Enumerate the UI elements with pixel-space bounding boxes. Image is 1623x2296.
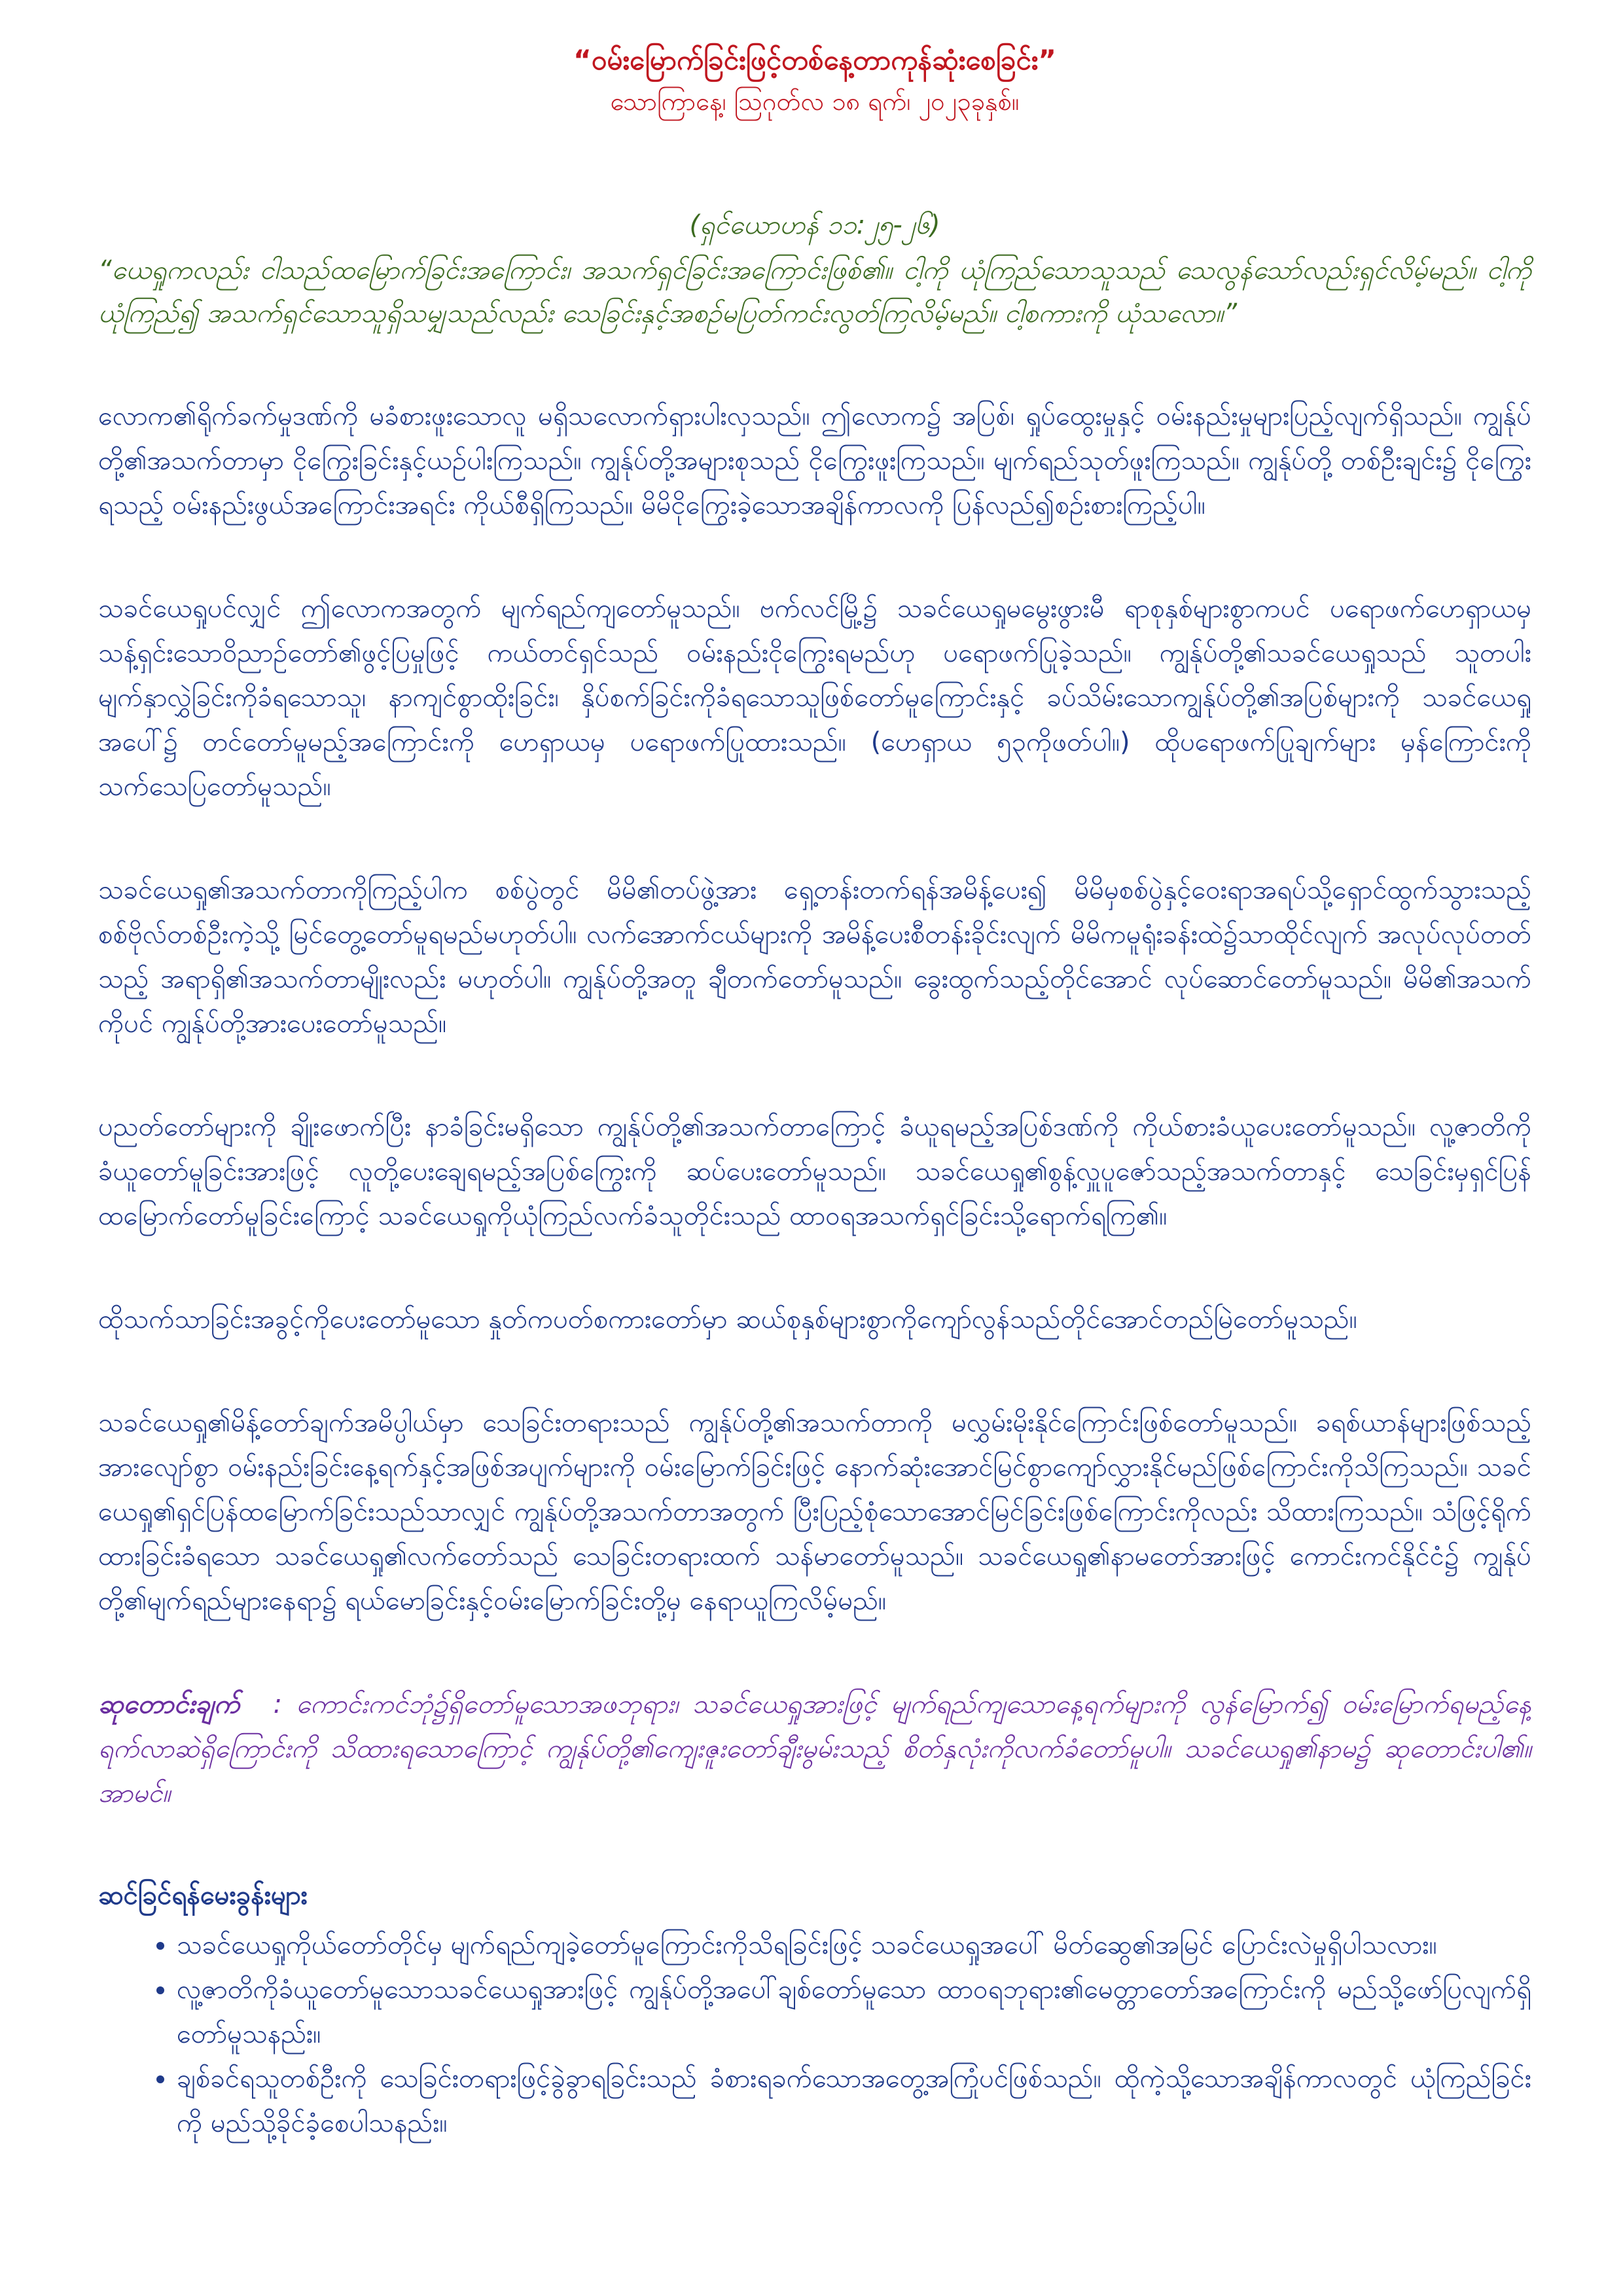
- prayer-text: ကောင်းကင်ဘုံ၌ရှိတော်မူသောအဖဘုရား၊ သခင်ယေရှုအားဖြင့် မျက်ရည်ကျသောနေ့ရက်များကို လွန်မြောက်၍ ဝမ်းမြောက်ရမည့်နေ့ရက်လာဆဲရှိကြောင်းကို သိထားရသောကြောင့် ကျွန်ုပ်တို့၏ကျေးဇူးတော်ချီးမွမ်းသည့် စိတ်နှလုံးကိုလက်ခံတော်မူပါ။ သခင်ယေရှု၏နာမ၌ ဆုတောင်းပါ၏။ အာမင်။: [98, 1689, 1531, 1808]
- body-paragraph-6: သခင်ယေရှု၏မိန့်တော်ချက်အမိပ္ပါယ်မှာ သေခြင်းတရားသည် ကျွန်ုပ်တို့၏အသက်တာကို မလွှမ်းမိုးနိုင်ကြောင်းဖြစ်တော်မူသည်။ ခရစ်ယာန်များဖြစ်သည့်အားလျော်စွာ ဝမ်းနည်းခြင်းနေ့ရက်နှင့်အဖြစ်အပျက်များကို ဝမ်းမြောက်ခြင်းဖြင့် နောက်ဆုံးအောင်မြင်စွာကျော်လွှားနိုင်မည်ဖြစ်ကြောင်းကိုသိကြသည်။ သခင်ယေရှု၏ရှင်ပြန်ထမြောက်ခြင်းသည်သာလျှင် ကျွန်ုပ်တို့အသက်တာအတွက် ပြီးပြည့်စုံသောအောင်မြင်ခြင်းဖြစ်ကြောင်းကိုလည်း သိထားကြသည်။ သံဖြင့်ရိုက်ထားခြင်းခံရသော သခင်ယေရှု၏လက်တော်သည် သေခြင်းတရားထက် သန်မာတော်မူသည်။ သခင်ယေရှု၏နာမတော်အားဖြင့် ကောင်းကင်နိုင်ငံ၌ ကျွန်ုပ်တို့၏မျက်ရည်များနေရာ၌ ရယ်မောခြင်းနှင့်ဝမ်းမြောက်ခြင်းတို့မှ နေရာယူကြလိမ့်မည်။: [98, 1408, 1531, 1616]
- page-title: “ဝမ်းမြောက်ခြင်းဖြင့်တစ်နေ့တာကုန်ဆုံးစေခြင်း”: [573, 44, 1056, 76]
- body-paragraph-5: ထိုသက်သာခြင်းအခွင့်ကိုပေးတော်မူသော နှုတ်ကပတ်စကားတော်မှာ ဆယ်စုနှစ်များစွာကိုကျော်လွန်သည်တိုင်အောင်တည်မြဲတော်မူသည်။: [98, 1304, 1357, 1335]
- discussion-question: • လူ့ဇာတိကိုခံယူတော်မူသောသခင်ယေရှုအားဖြင့် ကျွန်ုပ်တို့အပေါ်ချစ်တော်မူသော ထာဝရဘုရား၏မေတ္တာတော်အကြောင်းကို မည်သို့ဖော်ပြလျက်ရှိတော်မူသနည်း။: [177, 1967, 1531, 2056]
- body-paragraph-3: သခင်ယေရှု၏အသက်တာကိုကြည့်ပါက စစ်ပွဲတွင် မိမိ၏တပ်ဖွဲ့အား ရှေ့တန်းတက်ရန်အမိန့်ပေး၍ မိမိမှစစ်ပွဲနှင့်ဝေးရာအရပ်သို့ရှောင်ထွက်သွားသည့် စစ်ဗိုလ်တစ်ဦးကဲ့သို့ မြင်တွေ့တော်မူရမည်မဟုတ်ပါ။ လက်အောက်ငယ်များကို အမိန့်ပေးစီတန်းခိုင်းလျက် မိမိကမူရုံးခန်းထဲ၌သာထိုင်လျက် အလုပ်လုပ်တတ်သည့် အရာရှိ၏အသက်တာမျိုးလည်း မဟုတ်ပါ။ ကျွန်ုပ်တို့အတူ ချီတက်တော်မူသည်။ ခွေးထွက်သည့်တိုင်အောင် လုပ်ဆောင်တော်မူသည်။ မိမိ၏အသက်ကိုပင် ကျွန်ုပ်တို့အားပေးတော်မူသည်။: [98, 875, 1531, 1039]
- prayer-separator: :: [273, 1689, 283, 1719]
- discussion-heading: ဆင်ခြင်ရန်မေးခွန်းများ: [98, 1880, 308, 1910]
- prayer-label: ဆုတောင်းချက်: [98, 1689, 240, 1719]
- body-paragraph-2: သခင်ယေရှုပင်လျှင် ဤလောကအတွက် မျက်ရည်ကျတော်မူသည်။ ဗက်လင်မြို့၌ သခင်ယေရှုမမွေးဖွားမီ ရာစုနှစ်များစွာကပင် ပရောဖက်ဟေရှာယမှ သန့်ရှင်းသောဝိညာဉ်တော်၏ဖွင့်ပြမှုဖြင့် ကယ်တင်ရှင်သည် ဝမ်းနည်းငိုကြွေးရမည်ဟု ပရောဖက်ပြုခဲ့သည်။ ကျွန်ုပ်တို့၏သခင်ယေရှုသည် သူတပါး မျက်နှာလွှဲခြင်းကိုခံရသောသူ၊ နာကျင်စွာထိုးခြင်း၊ နှိပ်စက်ခြင်းကိုခံရသောသူဖြစ်တော်မူကြောင်းနှင့် ခပ်သိမ်းသောကျွန်ုပ်တို့၏အပြစ်များကို သခင်ယေရှုအပေါ်၌ တင်တော်မူမည့်အကြောင်းကို ဟေရှာယမှ ပရောဖက်ပြုထားသည်။ (ဟေရှာယ ၅၃ကိုဖတ်ပါ။) ထိုပရောဖက်ပြုချက်များ မှန်ကြောင်းကို သက်သေပြတော်မူသည်။: [98, 594, 1531, 802]
- body-paragraph-1: လောက၏ရိုက်ခက်မှုဒဏ်ကို မခံစားဖူးသောလူ မရှိသလောက်ရှားပါးလှသည်။ ဤလောက၌ အပြစ်၊ ရှုပ်ထွေးမှုနှင့် ဝမ်းနည်းမှုများပြည့်လျက်ရှိသည်။ ကျွန်ုပ်တို့၏အသက်တာမှာ ငိုကြွေးခြင်းနှင့်ယဉ်ပါးကြသည်။ ကျွန်ုပ်တို့အများစုသည် ငိုကြွေးဖူးကြသည်။ မျက်ရည်သုတ်ဖူးကြသည်။ ကျွန်ုပ်တို့ တစ်ဦးချင်း၌ ငိုကြွေးရသည့် ဝမ်းနည်းဖွယ်အကြောင်းအရင်း ကိုယ်စီရှိကြသည်။ မိမိငိုကြွေးခဲ့သောအချိန်ကာလကို ပြန်လည်၍စဉ်းစားကြည့်ပါ။: [98, 401, 1531, 520]
- discussion-question-list: [98, 1923, 1531, 2145]
- prayer-block: [98, 1682, 1531, 1816]
- devotional-page: [98, 39, 1531, 2145]
- discussion-question: • ချစ်ခင်ရသူတစ်ဦးကို သေခြင်းတရားဖြင့်ခွဲခွာရခြင်းသည် ခံစားရခက်သောအတွေ့အကြုံပင်ဖြစ်သည်။ ထိုကဲ့သို့သောအချိန်ကာလတွင် ယုံကြည်ခြင်းကို မည်သို့ခိုင်ခံ့စေပါသနည်း။: [177, 2056, 1531, 2145]
- scripture-quote: “ယေရှုကလည်း ငါသည်ထမြောက်ခြင်းအကြောင်း၊ အသက်ရှင်ခြင်းအကြောင်းဖြစ်၏။ ငါ့ကို ယုံကြည်သောသူသည် သေလွန်သော်လည်းရှင်လိမ့်မည်။ ငါ့ကိုယုံကြည်၍ အသက်ရှင်သောသူရှိသမျှသည်လည်း သေခြင်းနှင့်အစဉ်မပြတ်ကင်းလွတ်ကြလိမ့်မည်။ ငါ့စကားကို ယုံသလော။”: [98, 255, 1531, 329]
- body-paragraph-4: ပညတ်တော်များကို ချိုးဖောက်ပြီး နာခံခြင်းမရှိသော ကျွန်ုပ်တို့၏အသက်တာကြောင့် ခံယူရမည့်အပြစ်ဒဏ်ကို ကိုယ်စားခံယူပေးတော်မူသည်။ လူ့ဇာတိကိုခံယူတော်မူခြင်းအားဖြင့် လူတို့ပေးချေရမည့်အပြစ်ကြွေးကို ဆပ်ပေးတော်မူသည်။ သခင်ယေရှု၏စွန့်လှူပူဇော်သည့်အသက်တာနှင့် သေခြင်းမှရှင်ပြန်ထမြောက်တော်မူခြင်းကြောင့် သခင်ယေရှုကိုယုံကြည်လက်ခံသူတိုင်းသည် ထာဝရအသက်ရှင်ခြင်းသို့ရောက်ရကြ၏။: [98, 1112, 1531, 1231]
- date-line: သောကြာနေ့၊ ဩဂုတ်လ ၁၈ ရက်၊ ၂၀၂၃ခုနှစ်။: [610, 87, 1020, 116]
- scripture-reference: (ရှင်ယောဟန် ၁၁:၂၅-၂၆): [689, 210, 940, 240]
- discussion-question: • သခင်ယေရှုကိုယ်တော်တိုင်မှ မျက်ရည်ကျခဲ့တော်မူကြောင်းကိုသိရခြင်းဖြင့် သခင်ယေရှုအပေါ် မိတ်ဆွေ၏အမြင် ပြောင်းလဲမှုရှိပါသလား။: [177, 1923, 1531, 1967]
